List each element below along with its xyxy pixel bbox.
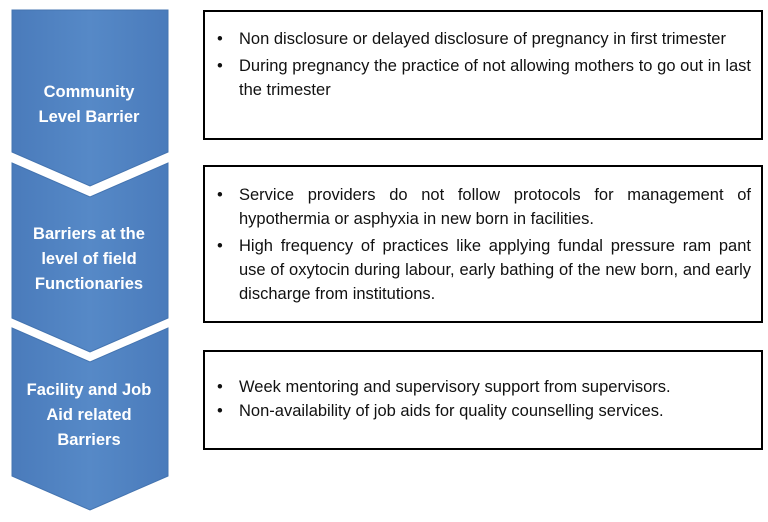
bullet-icon: • bbox=[217, 402, 223, 420]
stage-3-box bbox=[203, 350, 763, 450]
list-item bbox=[205, 375, 761, 399]
bullet-icon: • bbox=[217, 237, 223, 255]
stage-2-label bbox=[14, 222, 164, 297]
stage-3-label-line-1: Facility and Job bbox=[26, 381, 152, 399]
list-item bbox=[205, 234, 761, 306]
list-item bbox=[205, 54, 761, 102]
list-item bbox=[205, 183, 761, 231]
stage-1-label bbox=[14, 80, 164, 130]
stage-2-label-line-2: level of field bbox=[41, 250, 137, 268]
bullet-text: Non disclosure or delayed disclosure of pregnancy in first trimester bbox=[239, 30, 726, 48]
stage-1-label-line-1: Community bbox=[43, 83, 135, 101]
stage-3-label-line-2: Aid related bbox=[46, 406, 132, 424]
bullet-icon: • bbox=[217, 378, 223, 396]
stage-2-label-line-3: Functionaries bbox=[34, 275, 144, 293]
bullet-text: Non-availability of job aids for quality counselling services. bbox=[239, 402, 664, 420]
stage-3-bullet-list bbox=[205, 375, 761, 423]
list-item bbox=[205, 399, 761, 423]
stage-3-label bbox=[14, 378, 164, 453]
stage-2-bullet-list bbox=[205, 183, 761, 306]
stage-1-box bbox=[203, 10, 763, 140]
bullet-text: Service providers do not follow protocols for management of hypothermia or asphyxia in new born in facilities. bbox=[239, 186, 751, 228]
stage-1-bullet-list bbox=[205, 27, 761, 102]
bullet-icon: • bbox=[217, 30, 223, 48]
bullet-icon: • bbox=[217, 186, 223, 204]
stage-3-label-line-3: Barriers bbox=[57, 431, 121, 449]
list-item bbox=[205, 27, 761, 51]
bullet-text: High frequency of practices like applying fundal pressure ram pant use of oxytocin during labour, early bathing of the new born, and early discharge from institutions. bbox=[239, 237, 751, 303]
bullet-text: During pregnancy the practice of not allowing mothers to go out in last the trimester bbox=[239, 57, 751, 99]
stage-1-label-line-2: Level Barrier bbox=[38, 108, 140, 126]
stage-2-box bbox=[203, 165, 763, 323]
bullet-text: Week mentoring and supervisory support from supervisors. bbox=[239, 378, 671, 396]
stage-2-label-line-1: Barriers at the bbox=[33, 225, 145, 243]
bullet-icon: • bbox=[217, 57, 223, 75]
